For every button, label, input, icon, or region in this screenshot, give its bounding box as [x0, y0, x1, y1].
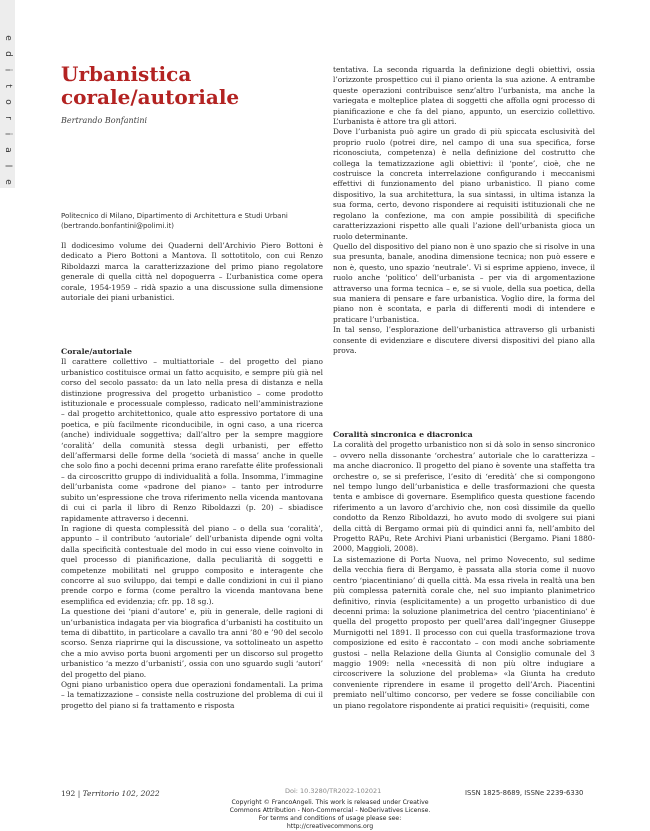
journal-name: Territorio 102, 2022	[82, 789, 160, 798]
left-column	[61, 337, 323, 797]
article-author: Bertrando Bonfantini	[61, 116, 148, 125]
body-paragraph: Quello del dispositivo del piano non è uno spazio che si risolve in una sua presunta, banale, anodina dimensione tecnica; non può essere e non è, questo, uno spazio ‘neutrale’. Vi si esprime appieno, invece, il ruolo anche ‘politico’ dell’urbanista – per via di argomentazione attraverso una forma tecnica – e, se si vuole, della sua poetica, della sua maniera di pensare e fare urbanistica. Voglio dire, la forma del piano non è scontata, e parla di differenti modi di intendere e praticare l’urbanistica.	[333, 241, 595, 324]
tab-letter: i	[2, 68, 13, 72]
license-line: For terms and conditions of usage please see:	[258, 815, 402, 822]
license-line: Commons Attribution - Non-Commercial - NoDerivatives License.	[229, 807, 431, 814]
body-paragraph: Il carattere collettivo – multiattoriale – del progetto del piano urbanistico costituisce ormai un fatto acquisito, e sempre più già nel corso del secolo passato: da un lato nella presa di distanza e nella distinzione progressiva del progetto urbanistico – come prodotto istituzionale e processuale complesso, radicato nell’amministrazione – dal progetto architettonico, quale atto espressivo portatore di una poetica, e più facilmente riconducibile, in ogni caso, a una ricerca (anche) individuale soggettiva; dall’altro per la sempre maggiore ‘coralità’ della comunità stessa degli urbanisti, per effetto dell’affermarsi delle forme della ‘società di massa’ anche in quelle che solo fino a pochi decenni prima erano rarefatte élite professionali – da circoscritto gruppo di individualità a folla. Insomma, l’immagine dell’urbanista come «padrone del piano» – tanto per introdurre subito un’espressione che trova riferimento nella vicenda mantovana di cui ci parla il libro di Renzo Riboldazzi (p. 20) – sbiadisce rapidamente attraverso i decenni.	[61, 357, 323, 523]
footer-separator: |	[77, 789, 83, 798]
intro-paragraph	[61, 241, 323, 303]
tab-letter: r	[2, 116, 13, 120]
body-paragraph: Dove l’urbanista può agire un grado di più spiccata esclusività del proprio ruolo (potrei dire, nel campo di una sua specifica, forse riconosciuta, competenza) è nella definizione del costrutto che collega la tematizzazione agli obiettivi: il ‘ponte’, cioè, che ne costruisce la concreta interrelazione configurando i meccanismi effettivi di funzionamento del piano urbanistico. Il piano come dispositivo, la sua architettura, la sua sintassi, in ultima istanza la sua forma, certo, devono rispondere ai requisiti istituzionali che ne regolano la confezione, ma con ampie possibilità di specifiche caratterizzazioni rispetto alle quali l’azione dell’urbanista gioca un ruolo determinante.	[333, 127, 595, 241]
body-paragraph: La coralità del progetto urbanistico non si dà solo in senso sincronico – ovvero nella dissonante ‘orchestra’ autoriale che lo caratterizza – ma anche diacronico. Il progetto del piano è sovente una staffetta tra orchestre o, se si preferisce, l’esito di ‘eredità’ che si compongono nel tempo lungo dell’urbanistica e delle trasformazioni che questa tenta e ambisce di governare. Esemplifico questa questione facendo riferimento a un lavoro d’archivio che, non così dissimile da quello condotto da Renzo Riboldazzi, ho avuto modo di svolgere sui piani della città di Bergamo ormai più di quindici anni fa, nell’ambito del Progetto RAPu, Rete Archivi Piani urbanistici (Bergamo. Piani 1880-2000, Maggioli, 2008).	[333, 440, 595, 554]
intro-text: Il dodicesimo volume dei Quaderni dell’Archivio Piero Bottoni è dedicato a Piero Bottoni a Mantova. Il sottotitolo, con cui Renzo Riboldazzi marca la caratterizzazione del primo piano regolatore generale di quella città nel dopoguerra – L’urbanistica come opera corale, 1954-1959 – ridà spazio a una discussione sulla dimensione autoriale dei piani urbanistici.	[61, 241, 323, 303]
tab-letter: t	[2, 84, 13, 88]
tab-letter: i	[2, 132, 13, 136]
affiliation-text: Politecnico di Milano, Dipartimento di Architettura e Studi Urbani	[61, 212, 288, 220]
author-email: (bertrando.bonfantini@polimi.it)	[61, 222, 174, 230]
section-heading: Coralità sincronica e diacronica	[333, 430, 473, 439]
article-title: Urbanistica corale/autoriale	[61, 62, 240, 109]
license-notice	[180, 799, 480, 831]
license-line: Copyright © FrancoAngeli. This work is released under Creative	[231, 799, 429, 806]
right-column-bottom	[333, 420, 595, 711]
body-paragraph: tentativa. La seconda riguarda la definizione degli obiettivi, ossia l’orizzonte prospettico cui il piano orienta la sua azione. A entrambe queste operazioni contribuisce senz’altro l’urbanista, ma anche la variegata e molteplice platea di soggetti che affolla ogni processo di pianificazione e che fa del piano, appunto, un esercizio collettivo. L’urbanista è attore tra gli attori.	[333, 65, 595, 127]
tab-letter: d	[2, 51, 13, 57]
tab-letter: e	[2, 35, 13, 41]
page-footer	[61, 789, 160, 798]
tab-letter: l	[2, 164, 13, 168]
body-paragraph: La sistemazione di Porta Nuova, nel primo Novecento, sul sedime della vecchia fiera di Bergamo, è passata alla storia come il nuovo centro ‘piacentiniano’ di quella città. Ma essa rivela in realtà una ben più complessa paternità corale che, nel suo impianto planimetrico definitivo, rinvia (esplicitamente) a un progetto urbanistico di due decenni prima: la soluzione planimetrica del centro ‘piacentiniano’ è quella del progetto proposto per quell’area dall’ingegner Giuseppe Murnigotti nel 1891. Il processo con cui quella trasformazione trova composizione ed esito è raccontato – con modi anche sobriamente gustosi – nella Relazione della Giunta al Consiglio comunale del 3 maggio 1909: nella «necessità di non più oltre indugiare a circoscrivere la soluzione del problema» «la Giunta ha creduto conveniente riprendere in esame il progetto dell’Arch. Piacentini premiato nell’ultimo concorso, per vedere se fosse conciliabile con un piano regolatore rispondente ai pratici requisiti» (requisiti, come	[333, 554, 595, 710]
right-column-top	[333, 65, 595, 356]
author-affiliation	[61, 211, 331, 231]
tab-letter: o	[2, 99, 13, 105]
issn-text: ISSN 1825-8689, ISSNe 2239-6330	[465, 789, 584, 797]
doi-text: Doi: 10.3280/TR2022-102021	[285, 787, 382, 795]
body-paragraph: In ragione di questa complessità del piano – o della sua ‘coralità’, appunto – il contributo ‘autoriale’ dell’urbanista dipende ogni volta dalla specificità contestuale del modo in cui esso viene coinvolto in quel processo di pianificazione, dalla peculiarità di soggetti e competenze mobilitati nel gruppo composito e interagente che concorre al suo sviluppo, dai tempi e dalle condizioni in cui il piano prende corpo e forma (come peraltro la vicenda mantovana bene esemplifica ed evidenzia; cfr. pp. 18 sg.).	[61, 523, 323, 606]
tab-letter: e	[2, 179, 13, 185]
body-paragraph: In tal senso, l’esplorazione dell’urbanistica attraverso gli urbanisti consente di evidenziare e discutere diversi dispositivi del piano alla prova.	[333, 325, 595, 355]
section-heading: Corale/autoriale	[61, 347, 132, 356]
page-number: 192	[61, 789, 76, 798]
body-paragraph: Ogni piano urbanistico opera due operazioni fondamentali. La prima – la tematizzazione – consiste nella costruzione del problema di cui il progetto del piano si fa trattamento e risposta	[61, 680, 323, 710]
body-paragraph: La questione dei ‘piani d’autore’ e, più in generale, delle ragioni di un’urbanistica indagata per via biografica d’urbanisti ha costituito un tema di dibattito, in particolare a cavallo tra anni ’80 e ’90 del secolo scorso. Senza riaprirne qui la discussione, va sottolineato un aspetto che a mio avviso porta buoni argomenti per un discorso sul progetto urbanistico ‘a mezzo d’urbanisti’, ossia con uno sguardo sugli ‘autori’ del progetto del piano.	[61, 607, 323, 679]
license-link[interactable]: http://creativecommons.org	[286, 823, 374, 830]
section-tab-label	[0, 30, 15, 190]
tab-letter: a	[2, 147, 13, 153]
